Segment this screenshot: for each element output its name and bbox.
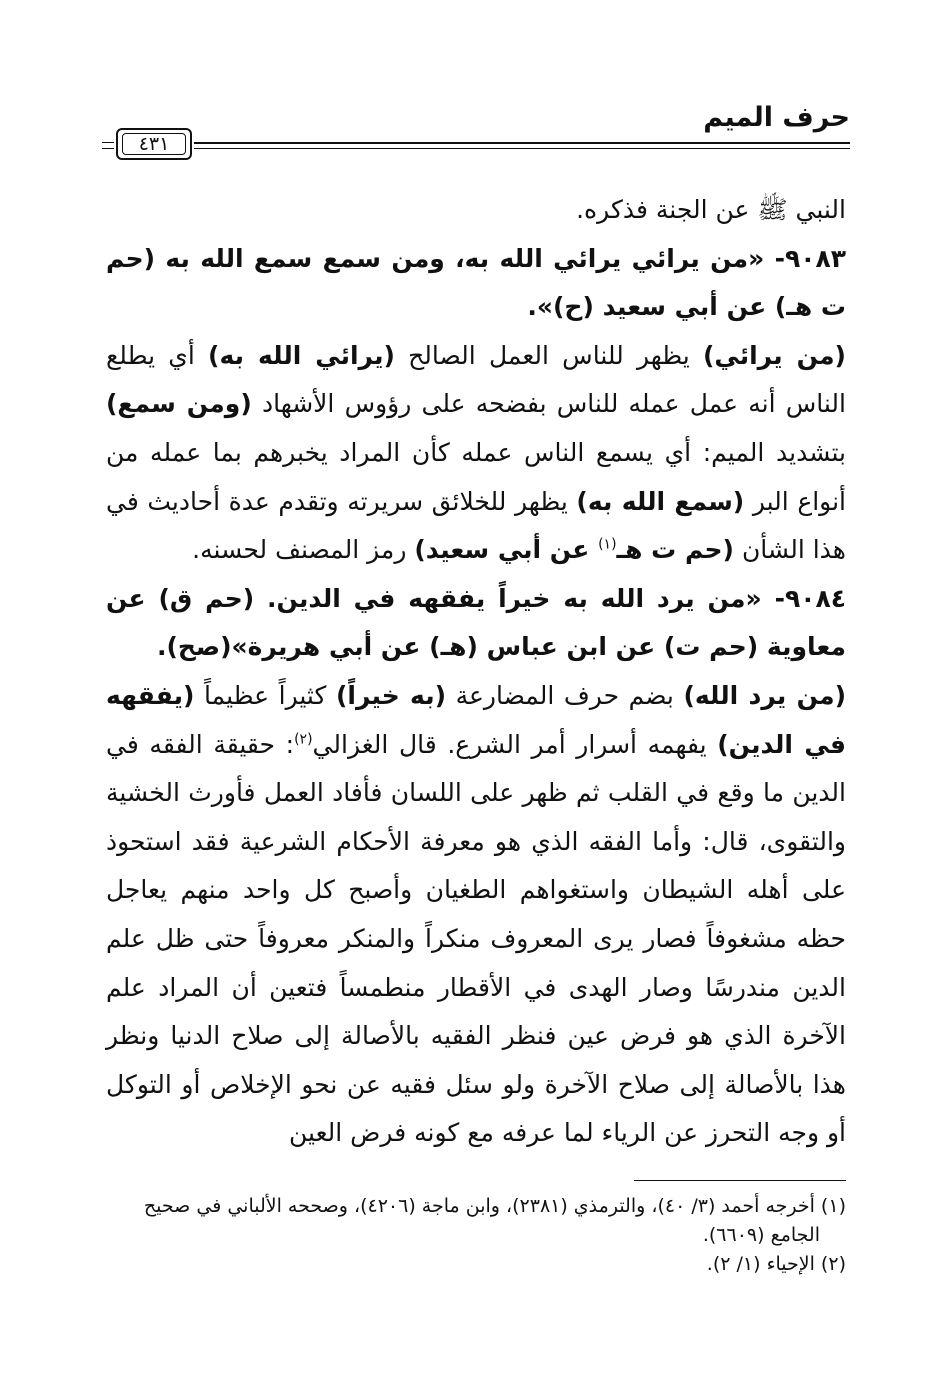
footnote-rule (634, 1180, 846, 1181)
footnote-marker: (٢) (294, 731, 313, 748)
header-rule (194, 142, 850, 144)
hadith-9084 (106, 575, 846, 672)
commentary-9084 (106, 672, 846, 1158)
commentary-9083 (106, 332, 846, 575)
paragraph-intro (106, 186, 846, 235)
footnote-1-continued: الجامع (٦٦٠٩). (702, 1224, 820, 1246)
hadith-9083 (106, 235, 846, 332)
page-header (100, 100, 850, 160)
page-number: ٤٣١ (122, 133, 186, 155)
commentary-text: يظهر للخلائق سريرته وتقدم عدة أحاديث في هذا الشأن (106, 486, 846, 565)
running-title: حرف الميم (703, 102, 850, 133)
quoted-term: (يرائي الله به) (208, 340, 395, 370)
commentary-text: يفهمه أسرار أمر الشرع. قال الغزالي (312, 729, 718, 759)
commentary-text: : حقيقة الفقه في الدين ما وقع في القلب ثم ظهر على اللسان فأفاد العمل فأورث الخشية والتقوى، قال: وأما الفقه الذي هو معرفة الأحكام الشرعية فقد استحوذ على أهله الشيطان واستغواهم الطغيان وأصبح كل واحد منهم يعاجل حظه مشغوفاً فصار يرى المعروف منكراً والمنكر معروفاً حتى ظل علم الدين مندرسًا وصار الهدى في الأقطار منطمساً فتعين أن المراد علم الآخرة الذي هو فرض عين فنظر الفقيه بالأصالة إلى صلاح الدنيا ونظر هذا بالأصالة إلى صلاح الآخرة ولو سئل فقيه عن نحو الإخلاص أو التوكل أو وجه التحرز عن الرياء لما عرفه مع كونه فرض العين (106, 729, 846, 1148)
quoted-term: (يفقهه في الدين) (106, 680, 847, 759)
page-number-frame (116, 128, 192, 160)
footnote-1: (١) أخرجه أحمد (٣/ ٤٠)، والترمذي (٢٣٨١)، وابن ماجة (٤٢٠٦)، وصححه الألباني في صحيح (143, 1195, 846, 1217)
header-edge-mark (102, 142, 114, 143)
commentary-text: كثيراً عظيماً (194, 680, 336, 710)
quoted-term: (من يرد الله) (683, 680, 847, 710)
paragraph-intro-text: النبي ﷺ عن الجنة فذكره. (576, 195, 846, 224)
commentary-text: بتشديد الميم: أي يسمع الناس عمله كأن المراد يخبرهم بما عمله من أنواع البر (106, 437, 846, 516)
quoted-term: عن أبي سعيد) (414, 535, 599, 565)
commentary-text: أي يطلع الناس أنه عمل عمله للناس بفضحه على رؤوس الأشهاد (106, 340, 846, 419)
commentary-text: رمز المصنف لحسنه. (192, 535, 415, 565)
footnotes (106, 1192, 846, 1279)
body-text (106, 186, 846, 1158)
hadith-text: «من يرد الله به خيراً يفقهه في الدين. (حم ق) عن معاوية (حم ت) عن ابن عباس (هـ) عن أبي هريرة»(صح). (106, 583, 846, 662)
header-rule-thin (194, 148, 850, 149)
footnote-2: (٢) الإحياء (١/ ٢). (706, 1253, 846, 1275)
hadith-number: ٩٠٨٣- (764, 243, 846, 273)
quoted-term: (ومن سمع) (106, 389, 252, 419)
quoted-term: (به خيراً) (335, 680, 447, 710)
quoted-term: (حم ت هـ (616, 535, 734, 565)
commentary-text: بضم حرف المضارعة (446, 680, 684, 710)
quoted-term: (من يرائي) (702, 340, 846, 370)
hadith-text: «من يرائي يرائي الله به، ومن سمع سمع الله به (حم ت هـ) عن أبي سعيد (ح)». (106, 243, 846, 322)
commentary-text: يظهر للناس العمل الصالح (394, 340, 703, 370)
footnote-marker: (١) (598, 536, 617, 553)
hadith-number: ٩٠٨٤- (761, 583, 846, 613)
header-edge-mark-thin (102, 148, 114, 149)
quoted-term: (سمع الله به) (576, 486, 745, 516)
